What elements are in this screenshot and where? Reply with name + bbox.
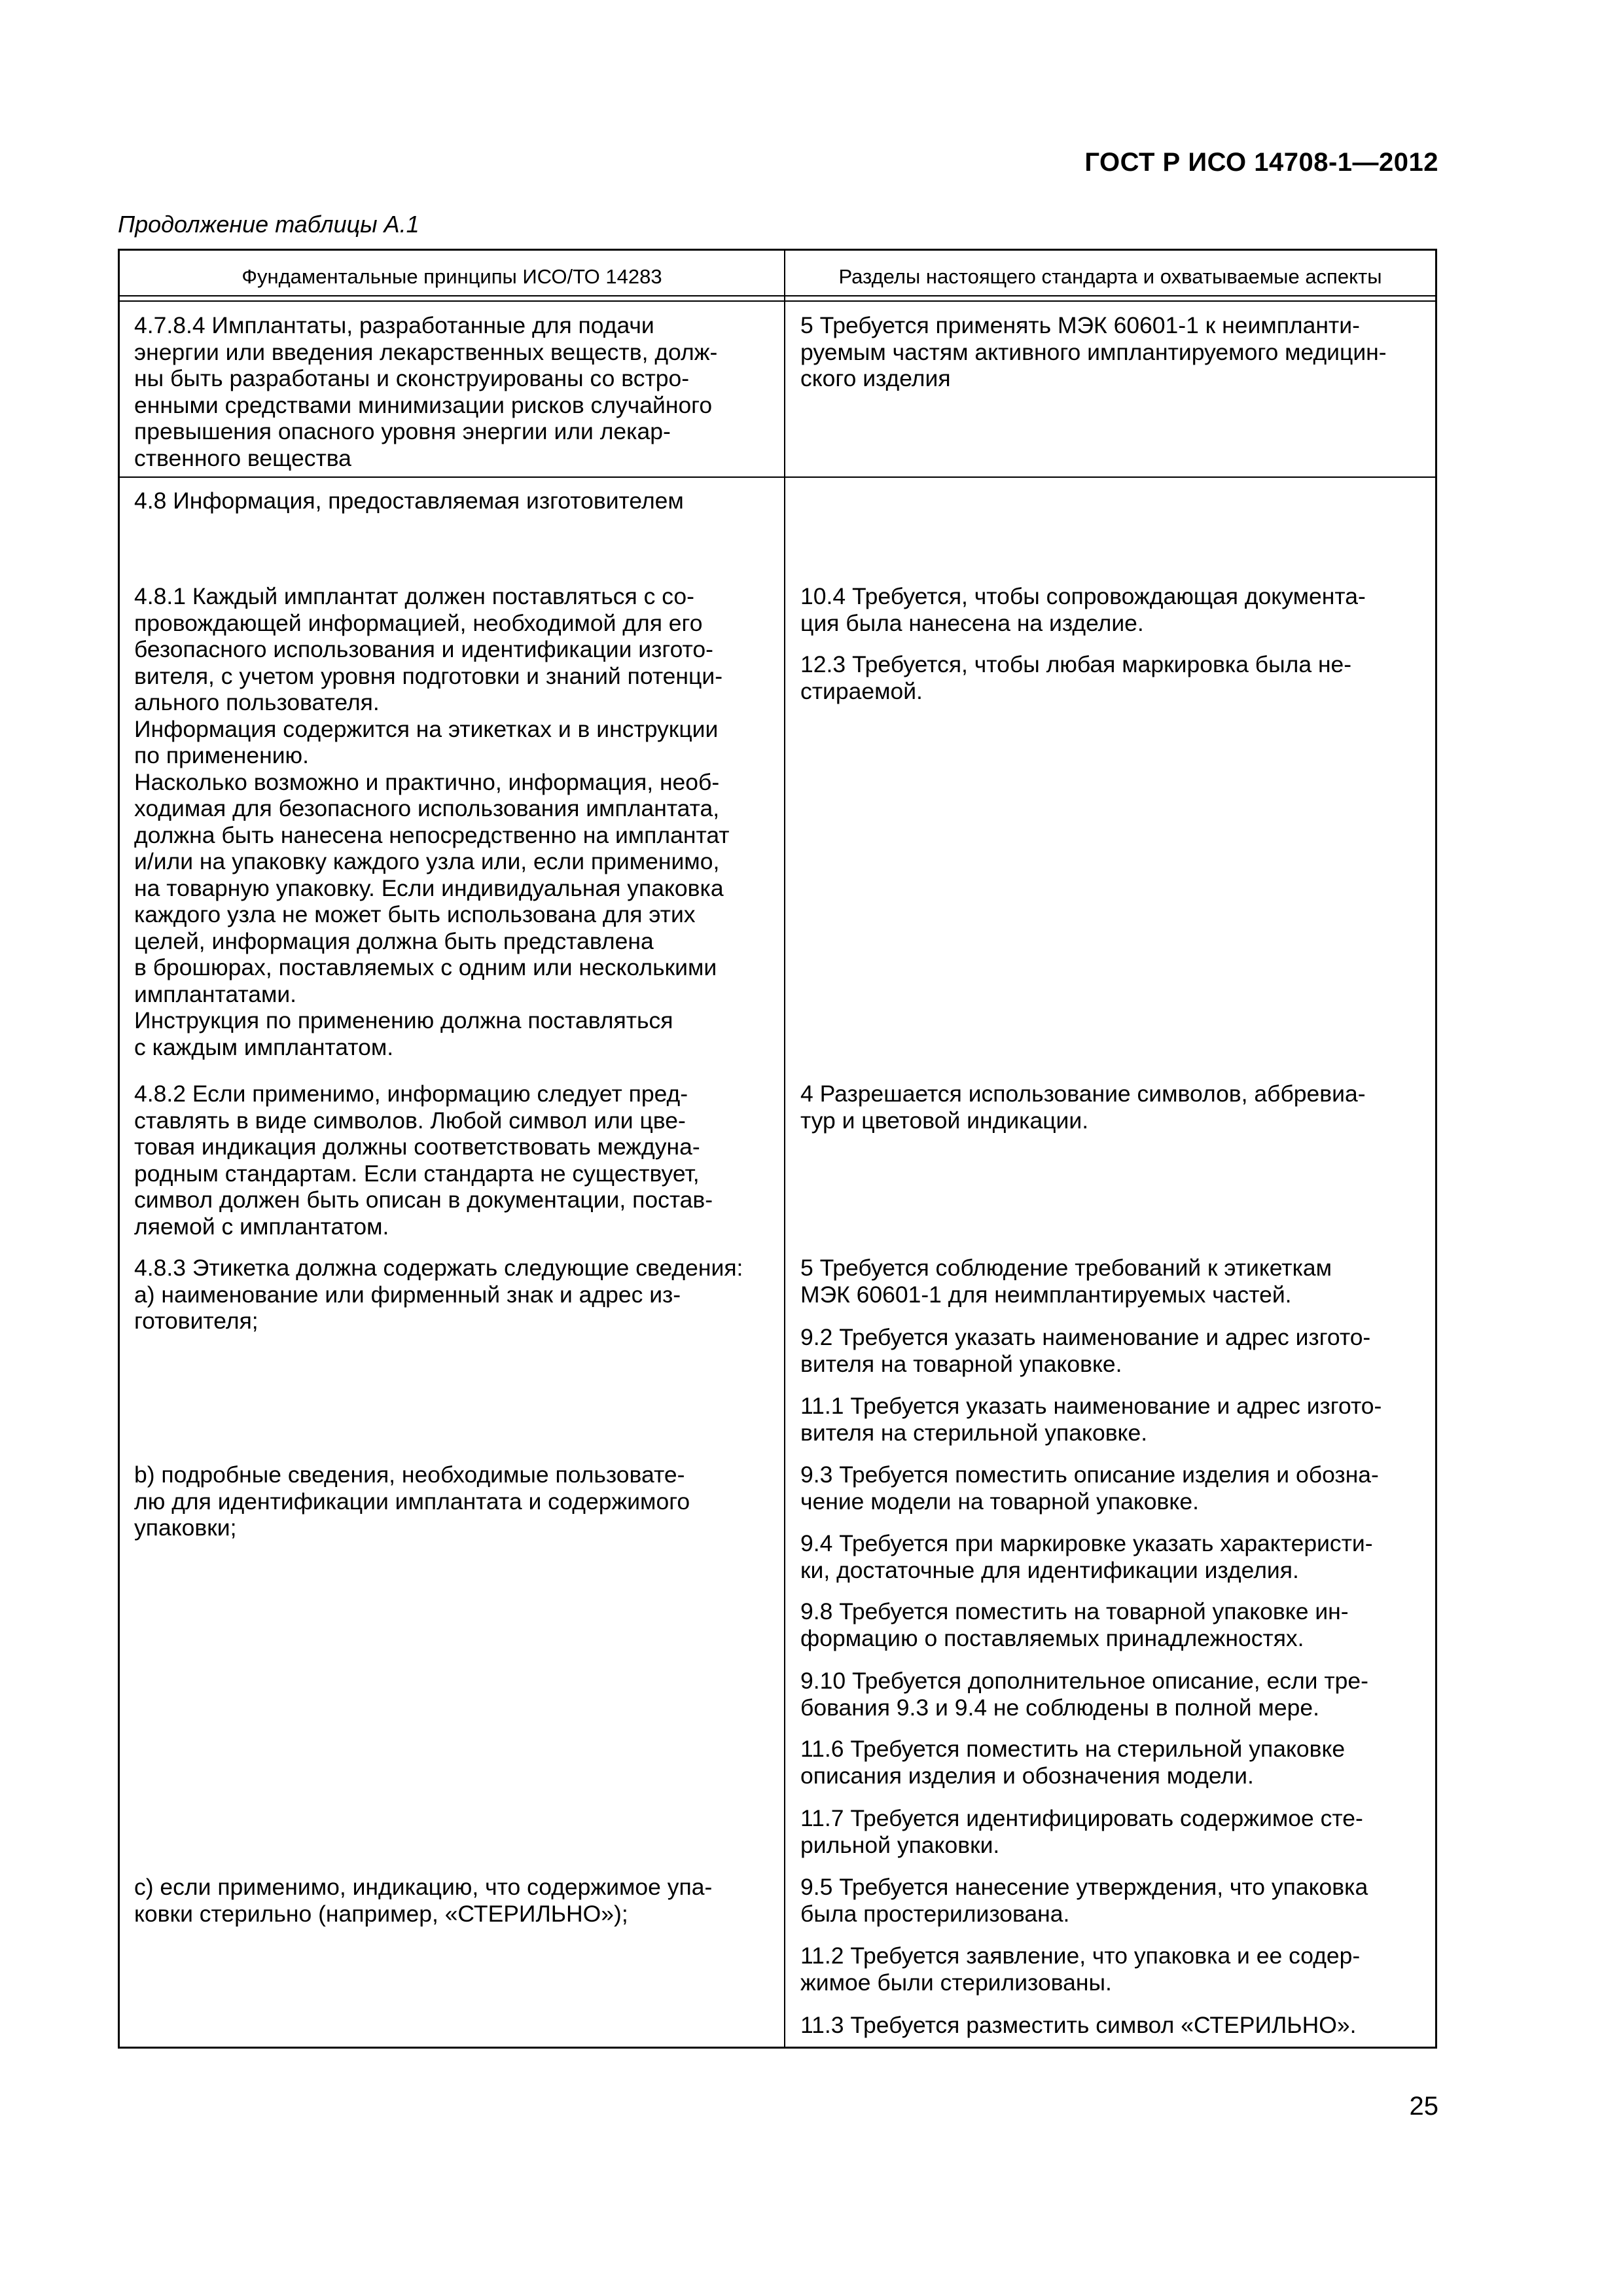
requirements-table bbox=[118, 249, 1437, 2049]
section-9-5: 9.5 Требуется нанесение утверждения, что упаковка была простерилизована. bbox=[800, 1874, 1368, 1927]
section-10-4: 10.4 Требуется, чтобы сопровождающая документа- ция была нанесена на изделие. bbox=[800, 583, 1366, 636]
section-9-3: 9.3 Требуется поместить описание изделия и обозна- чение модели на товарной упаковке. bbox=[800, 1462, 1379, 1515]
section-11-2: 11.2 Требуется заявление, что упаковка и ее содер- жимое были стерилизованы. bbox=[800, 1943, 1361, 1996]
header-divider bbox=[120, 295, 1435, 296]
principle-4-8-2: 4.8.2 Если применимо, информацию следует пред- ставлять в виде символов. Любой символ или цве- товая индикация должны соответствовать междуна- родным стандартам. Если стандарта не существует, символ должен быть описан в документации, постав- ляемой с имплантатом. bbox=[134, 1081, 713, 1240]
section-9-8: 9.8 Требуется поместить на товарной упаковке ин- формацию о поставляемых принадлежностях. bbox=[800, 1598, 1349, 1651]
section-11-6: 11.6 Требуется поместить на стерильной упаковке описания изделия и обозначения модели. bbox=[800, 1736, 1346, 1789]
section-9-2: 9.2 Требуется указать наименование и адрес изгото- вителя на товарной упаковке. bbox=[800, 1324, 1371, 1377]
principle-4-8-3-c: c) если применимо, индикацию, что содержимое упа- ковки стерильно (например, «СТЕРИЛЬНО»); bbox=[134, 1874, 713, 1927]
principle-4-8-1: 4.8.1 Каждый имплантат должен поставляться с со- провождающей информацией, необходимой для его безопасного использования и идентификации изгото- вителя, с учетом уровня подготовки и знаний потенци- ального пользователя. Информация содержится на этикетках и в инструкции по применению. Насколько возможно и практично, информация, необ- ходимая для безопасного использования имплантата, должна быть нанесена непосредственно на имплантат и/или на упаковку каждого узла или, если применимо, на товарную упаковку. Если индивидуальная упаковка каждого узла не может быть использована для этих целей, информация должна быть представлена в брошюрах, поставляемых с одним или несколькими имплантатами. Инструкция по применению должна поставляться с каждым имплантатом. bbox=[134, 583, 730, 1060]
section-9-10: 9.10 Требуется дополнительное описание, если тре- бования 9.3 и 9.4 не соблюдены в полной мере. bbox=[800, 1668, 1368, 1721]
principle-4-8-3-b: b) подробные сведения, необходимые пользовате- лю для идентификации имплантата и содержимого упаковки; bbox=[134, 1462, 690, 1541]
principle-4-7-8-4: 4.7.8.4 Имплантаты, разработанные для подачи энергии или введения лекарственных веществ, долж- ны быть разработаны и сконструированы со встро- енными средствами минимизации рисков случайного превышения опасного уровня энергии или лекар- ственного вещества bbox=[134, 312, 718, 471]
section-9-4: 9.4 Требуется при маркировке указать характеристи- ки, достаточные для идентификации изделия. bbox=[800, 1530, 1373, 1583]
section-5-labels: 5 Требуется соблюдение требований к этикеткам МЭК 60601-1 для неимплантируемых частей. bbox=[800, 1255, 1332, 1308]
section-4-symbols: 4 Разрешается использование символов, аббревиа- тур и цветовой индикации. bbox=[800, 1081, 1366, 1134]
section-11-3: 11.3 Требуется разместить символ «СТЕРИЛЬНО». bbox=[800, 2012, 1357, 2038]
section-5-iec-60601: 5 Требуется применять МЭК 60601-1 к неимпланти- руемым частям активного имплантируемого медицин- ского изделия bbox=[800, 312, 1387, 391]
row-divider bbox=[120, 476, 1435, 478]
principle-4-8-3-a: 4.8.3 Этикетка должна содержать следующие сведения: a) наименование или фирменный знак и адрес из- готовителя; bbox=[134, 1255, 743, 1334]
document-code: ГОСТ Р ИСО 14708-1—2012 bbox=[1084, 148, 1438, 177]
section-12-3: 12.3 Требуется, чтобы любая маркировка была не- стираемой. bbox=[800, 651, 1352, 704]
column-header-principles: Фундаментальные принципы ИСО/ТО 14283 bbox=[241, 265, 662, 288]
section-11-7: 11.7 Требуется идентифицировать содержимое сте- рильной упаковки. bbox=[800, 1805, 1363, 1858]
column-header-sections: Разделы настоящего стандарта и охватываемые аспекты bbox=[838, 265, 1382, 288]
column-divider bbox=[784, 251, 785, 2047]
page-number: 25 bbox=[1409, 2092, 1438, 2121]
principle-4-8: 4.8 Информация, предоставляемая изготовителем bbox=[134, 488, 684, 514]
table-caption: Продолжение таблицы А.1 bbox=[118, 211, 419, 238]
section-11-1: 11.1 Требуется указать наименование и адрес изгото- вителя на стерильной упаковке. bbox=[800, 1393, 1382, 1446]
header-divider-double bbox=[120, 300, 1435, 302]
